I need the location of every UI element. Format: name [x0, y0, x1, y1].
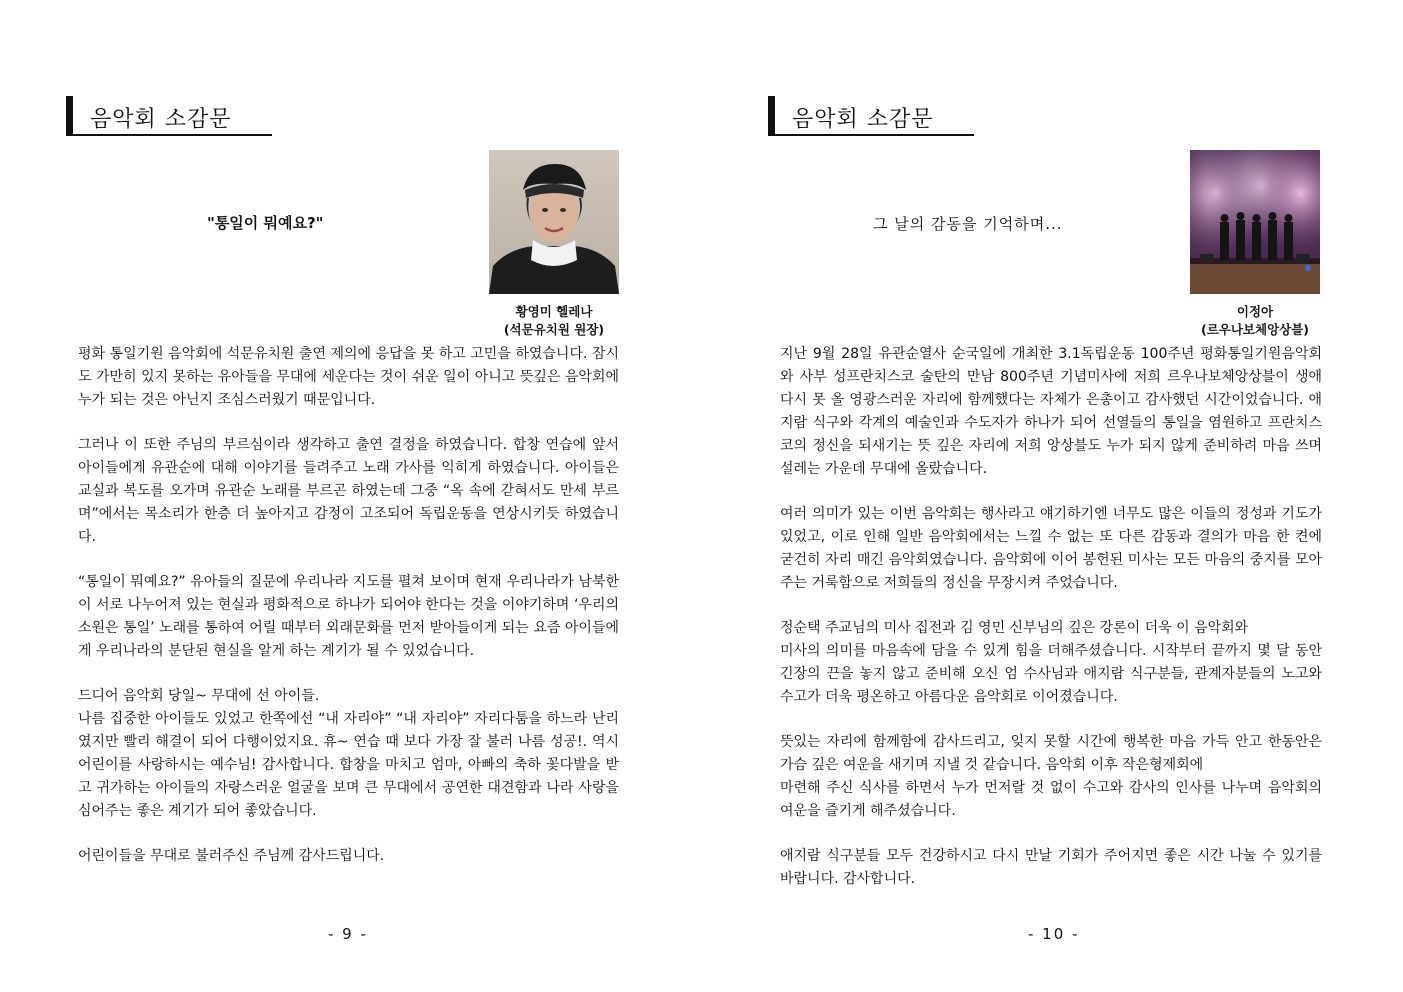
- concert-photo: [1190, 150, 1320, 294]
- author-role: (르우나보체앙상블): [1200, 322, 1310, 337]
- paragraph: 애지람 식구분들 모두 건강하시고 다시 만날 기회가 주어지면 좋은 시간 나눌 수 있기를 바랍니다. 감사합니다.: [780, 848, 1322, 887]
- author-name: 이정아: [1236, 304, 1274, 319]
- section-title-text: 음악회 소감문: [90, 107, 232, 132]
- article-subtitle: 그 날의 감동을 기억하며...: [873, 215, 1063, 233]
- section-title: [768, 96, 974, 136]
- page-number: - 9 -: [328, 925, 368, 943]
- author-name: 황영미 헬레나: [515, 304, 593, 319]
- page-number: - 10 -: [1028, 925, 1080, 943]
- article-subtitle: "통일이 뭐예요?": [207, 214, 324, 232]
- article-body: [78, 343, 619, 890]
- paragraph: 여러 의미가 있는 이번 음악회는 행사라고 얘기하기엔 너무도 많은 이들의 정성과 기도가 있었고, 이로 인해 일반 음악회에서는 느낄 수 없는 또 다른 감동과 결의가 마음 한 켠에 굳건히 자리 매긴 음악회였습니다. 음악회에 이어 봉헌된 미사는 모든 마음의 중지를 모아주는 거룩함으로 저희들의 정신을 무장시켜 주었습니다.: [780, 506, 1322, 591]
- paragraph: “통일이 뭐예요?” 유아들의 질문에 우리나라 지도를 펼쳐 보이며 현재 우리나라가 남북한이 서로 나누어져 있는 현실과 평화적으로 하나가 되어야 한다는 것을 이야기하며 ‘우리의 소원은 통일’ 노래를 통하여 어릴 때부터 외래문화를 먼저 받아들이게 되는 요즘 아이들에게 우리나라의 분단된 현실을 알게 하는 계기가 될 수 있었습니다.: [78, 574, 619, 659]
- section-title: [66, 96, 272, 136]
- article-body: [780, 343, 1322, 913]
- author-photo: [489, 150, 619, 294]
- page-left: [0, 0, 701, 992]
- paragraph: 드디어 음악회 당일~ 무대에 선 아이들. 나름 집중한 아이들도 있었고 한쪽에선 “내 자리야” “내 자리야” 자리다툼을 하느라 난리였지만 빨리 해결이 되어 다행이었지요. 휴~ 연습 때 보다 가장 잘 불러 나름 성공!. 역시 어린이를 사랑하시는 예수님! 감사합니다. 합창을 마치고 엄마, 아빠의 축하 꽃다발을 받고 귀가하는 아이들의 자랑스러운 얼굴을 보며 큰 무대에서 공연한 대견함과 나라 사랑을 심어주는 좋은 계기가 되어 좋았습니다.: [78, 688, 619, 819]
- paragraph: 어린이들을 무대로 불러주신 주님께 감사드립니다.: [78, 848, 385, 864]
- paragraph: 지난 9월 28일 유관순열사 순국일에 개최한 3.1독립운동 100주년 평화통일기원음악회와 사부 성프란치스코 술탄의 만남 800주년 기념미사에 저희 르우나보체앙상블이 생애 다시 못 올 영광스러운 자리에 함께했다는 자체가 은총이고 감사했던 시간이었습니다. 애지람 식구와 각계의 예술인과 수도자가 하나가 되어 선열들의 통일을 염원하고 프란치스코의 정신을 되새기는 뜻 깊은 자리에 저희 앙상블도 누가 되지 않게 준비하려 마음 쓰며 설레는 가운데 무대에 올랐습니다.: [780, 346, 1322, 477]
- author-caption: [1179, 303, 1331, 339]
- section-title-text: 음악회 소감문: [792, 107, 934, 132]
- page-right: [701, 0, 1402, 992]
- paragraph: 뜻있는 자리에 함께함에 감사드리고, 잊지 못할 시간에 행복한 마음 가득 안고 한동안은 가슴 깊은 여운을 새기며 지낼 것 같습니다. 음악회 이후 작은형제회에 마련해 주신 식사를 하면서 누가 먼저랄 것 없이 수고와 감사의 인사를 나누며 음악회의 여운을 즐기게 해주셨습니다.: [780, 734, 1322, 819]
- author-caption: [478, 303, 630, 339]
- paragraph: 그러나 이 또한 주님의 부르심이라 생각하고 출연 결정을 하였습니다. 합창 연습에 앞서 아이들에게 유관순에 대해 이야기를 들려주고 노래 가사를 익히게 하였습니다. 아이들은 교실과 복도를 오가며 유관순 노래를 부르곤 하였는데 그중 “옥 속에 갇혀서도 만세 부르며”에서는 목소리가 한층 더 높아지고 감정이 고조되어 독립운동을 연상시키듯 하였습니다.: [78, 437, 619, 545]
- paragraph: 정순택 주교님의 미사 집전과 김 영민 신부님의 깊은 강론이 더욱 이 음악회와 미사의 의미를 마음속에 담을 수 있게 힘을 더해주셨습니다. 시작부터 끝까지 몇 달 동안 긴장의 끈을 놓지 않고 준비해 오신 엄 수사님과 애지람 식구분들, 관계자분들의 노고와 수고가 더욱 평온하고 아름다운 음악회로 이어졌습니다.: [780, 620, 1322, 705]
- paragraph: 평화 통일기원 음악회에 석문유치원 출연 제의에 응답을 못 하고 고민을 하였습니다. 잠시도 가만히 있지 못하는 유아들을 무대에 세운다는 것이 쉬운 일이 아니고 뜻깊은 음악회에 누가 되는 것은 아닌지 조심스러웠기 때문입니다.: [78, 346, 619, 408]
- author-role: (석문유치원 원장): [503, 322, 605, 337]
